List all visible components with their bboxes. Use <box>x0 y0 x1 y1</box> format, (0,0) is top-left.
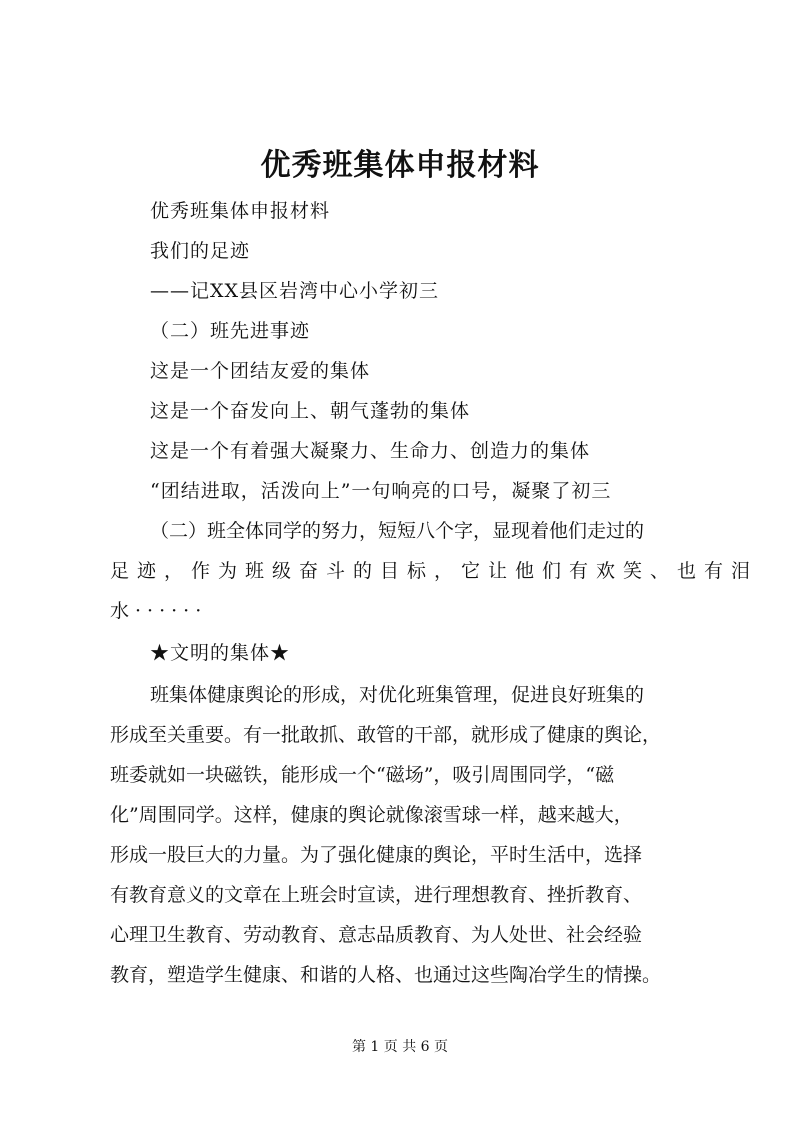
text-line: “团结进取，活泼向上”一句响亮的口号，凝聚了初三 <box>150 480 612 502</box>
paragraph-line: 形成一股巨大的力量。为了强化健康的舆论，平时生活中，选择 <box>110 844 643 866</box>
paragraph-line: 班集体健康舆论的形成，对优化班集管理，促进良好班集的 <box>150 684 645 706</box>
text-line: 这是一个团结友爱的集体 <box>150 360 371 382</box>
text-line: （二）班先进事迹 <box>150 320 311 342</box>
text-line: 这是一个奋发向上、朝气蓬勃的集体 <box>150 400 471 422</box>
document-title: 优秀班集体申报材料 <box>260 148 540 183</box>
section-heading: ★文明的集体★ <box>150 642 291 664</box>
text-line: ——记XX县区岩湾中心小学初三 <box>150 280 440 302</box>
paragraph-line: 水······ <box>110 600 208 622</box>
paragraph-line: 形成至关重要。有一批敢抓、敢管的干部，就形成了健康的舆论， <box>110 724 662 746</box>
text-line: 我们的足迹 <box>150 240 251 262</box>
paragraph-line: 班委就如一块磁铁，能形成一个“磁场”，吸引周围同学，“磁 <box>110 764 615 786</box>
paragraph-line: 教育，塑造学生健康、和谐的人格、也通过这些陶冶学生的情操。 <box>110 964 662 986</box>
paragraph-line: 心理卫生教育、劳动教育、意志品质教育、为人处世、社会经验 <box>110 924 643 946</box>
text-line: 优秀班集体申报材料 <box>150 200 331 222</box>
paragraph-line: （二）班全体同学的努力，短短八个字，显现着他们走过的 <box>150 520 645 542</box>
paragraph-line: 足迹，作为班级奋斗的目标，它让他们有欢笑、也有泪 <box>110 560 759 582</box>
text-line: 这是一个有着强大凝聚力、生命力、创造力的集体 <box>150 440 591 462</box>
paragraph-line: 化”周围同学。这样，健康的舆论就像滚雪球一样，越来越大， <box>110 804 633 826</box>
page-footer: 第 1 页 共 6 页 <box>351 1039 449 1055</box>
paragraph-line: 有教育意义的文章在上班会时宣读，进行理想教育、挫折教育、 <box>110 884 643 906</box>
